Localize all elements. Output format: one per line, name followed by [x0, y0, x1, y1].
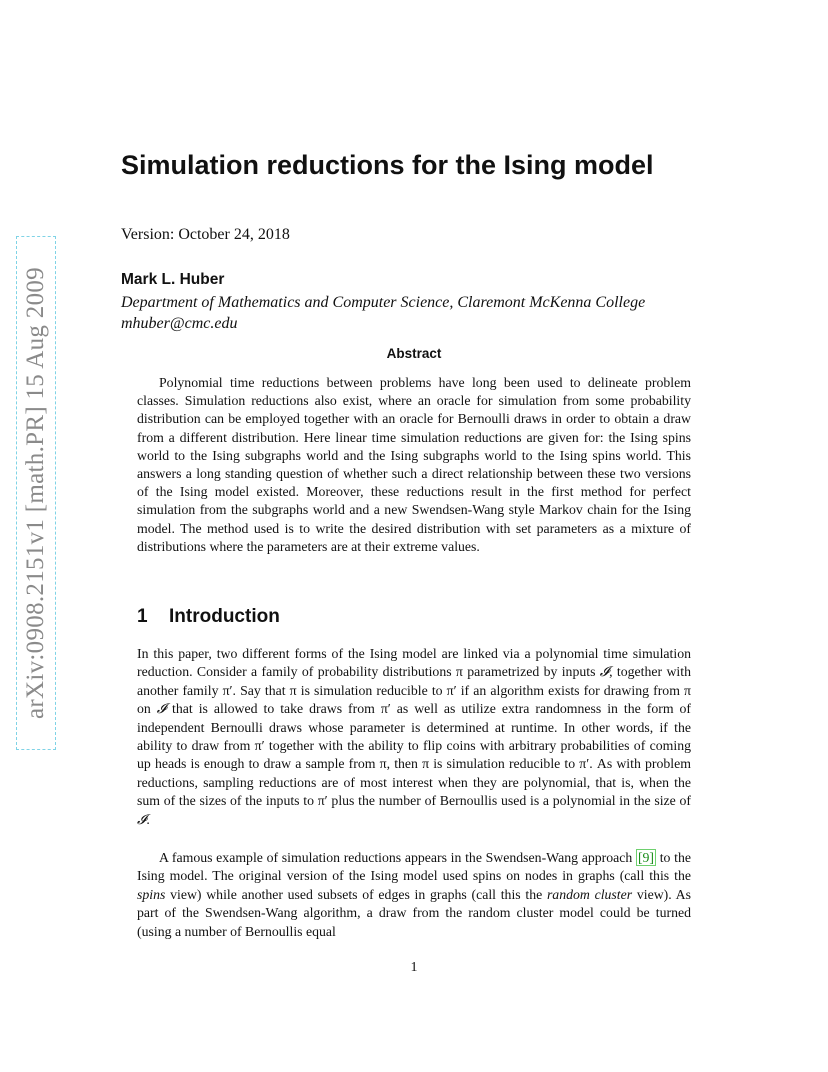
p1-text-2: , together with another family π′. Say that π is simulation reducible to π′ if an algorithm exists for drawing from π on — [137, 664, 691, 717]
citation-link[interactable]: [9] — [637, 850, 655, 865]
p1-inputs-symbol-1: 𝓘 — [599, 664, 610, 680]
arxiv-stamp-text: arXiv:0908.2151v1 [math.PR] 15 Aug 2009 — [22, 267, 49, 719]
author-affiliation: Department of Mathematics and Computer Science, Claremont McKenna College — [121, 294, 646, 311]
page-number: 1 — [410, 960, 418, 975]
abstract-heading: Abstract — [386, 346, 442, 361]
p2-text-1: A famous example of simulation reductions appears in the Swendsen-Wang approach — [159, 850, 636, 865]
version-line: Version: October 24, 2018 — [121, 226, 290, 243]
p1-text-1: In this paper, two different forms of the Ising model are linked via a polynomial time simulation reduction. Consider a family of probability distributions π parametrized by inputs — [137, 646, 691, 680]
section-title: Introduction — [169, 606, 280, 627]
p2-text-3: view) while another used subsets of edges in graphs (call this the — [165, 886, 547, 902]
p1-inputs-symbol-2: 𝓘 — [156, 701, 167, 717]
p1-text-3: that is allowed to take draws from π′ as well as utilize extra randomness in the form of independent Bernoulli draws whose parameter is determined at runtime. In other words, if the ability to draw from π′ together with the ability to flip coins with arbitrary probabilities of coming up heads is enough to draw a sample from π, then π is simulation reducible to π′. As with problem reductions, sampling reductions are of most interest when they are polynomial, that is, when the sum of the sizes of the inputs to π′ plus the number of Bernoullis used is a polynomial in the size of — [137, 701, 691, 809]
spins-term: spins — [137, 886, 166, 902]
abstract-text: Polynomial time reductions between problems have long been used to delineate problem classes. Simulation reductions also exist, where an oracle for simulation from some probability distribution can be employed together with an oracle for Bernoulli draws in order to obtain a draw from a different distribution. Here linear time simulation reductions are given for: the Ising spins world to the Ising subgraphs world and the Ising subgraphs world to the Ising spins world. This answers a long standing question of whether such a direct relationship between these two versions of the Ising model existed. Moreover, these reductions result in the first method for perfect simulation from the subgraphs world and a new Swendsen-Wang style Markov chain for the Ising model. The method used is to write the desired distribution with set parameters as a mixture of distributions where the parameters are at their extreme values. — [137, 375, 691, 554]
p2-text-2: to the Ising model. The original version of the Ising model used spins on nodes in graphs (call this the — [137, 850, 691, 884]
random-cluster-term: random cluster — [546, 886, 633, 902]
author-name: Mark L. Huber — [121, 271, 225, 288]
paper-title: Simulation reductions for the Ising model — [121, 150, 654, 180]
section-number: 1 — [137, 606, 148, 627]
p2-text-4: view). As part of the Swendsen-Wang algorithm, a draw from the random cluster model could be turned (using a number of Bernoullis equal — [137, 886, 691, 939]
intro-paragraph-1 — [137, 645, 691, 829]
author-block — [121, 292, 645, 334]
section-heading — [137, 606, 280, 628]
p1-inputs-symbol-3: 𝓘 — [137, 811, 147, 827]
author-email: mhuber@cmc.edu — [121, 315, 238, 332]
p1-text-4: . — [146, 811, 150, 827]
intro-paragraph-2 — [137, 849, 691, 941]
arxiv-stamp — [16, 236, 56, 750]
